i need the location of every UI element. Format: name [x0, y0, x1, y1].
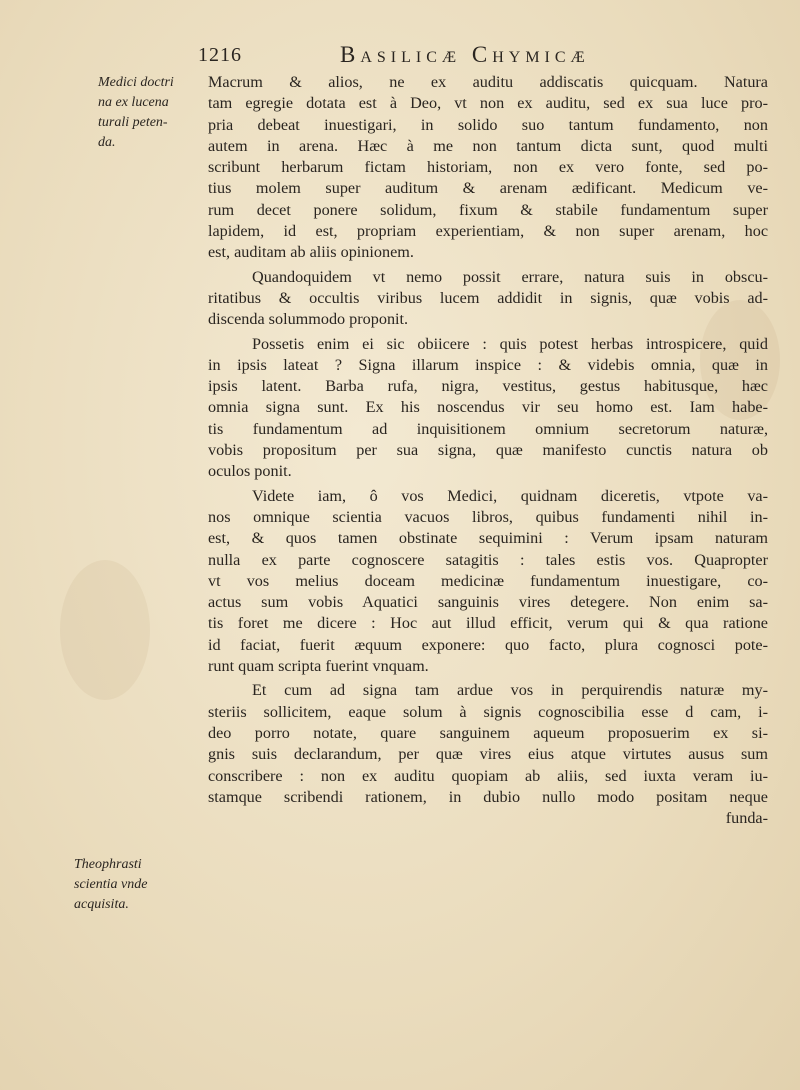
text-line: nulla ex parte cognoscere satagitis : tales estis vos. Quapropter — [208, 550, 768, 569]
text-line: est, & quos tamen obstinate sequimini : Verum ipsam naturam — [208, 529, 768, 548]
marginal-line: na ex lucena — [98, 95, 169, 110]
text-line: autem in arena. Hæc à me non tantum dicta sunt, quod multi — [208, 136, 768, 155]
paragraph — [208, 334, 768, 483]
paragraph — [208, 267, 768, 331]
catchword: funda- — [725, 809, 768, 828]
text-line: tam egregie dotata est à Deo, vt non ex auditu, sed ex sua luce pro- — [208, 94, 768, 113]
marginal-line: acquisita. — [74, 897, 129, 912]
text-line: Quandoquidem vt nemo possit errare, natura suis in obscu- — [252, 267, 768, 286]
marginal-note-top — [98, 73, 208, 153]
running-head: Basilicæ Chymicæ — [340, 42, 590, 67]
text-line: Macrum & alios, ne ex auditu addiscatis quicquam. Natura — [208, 73, 768, 91]
text-line: Videte iam, ô vos Medici, quidnam diceretis, vtpote va- — [252, 486, 768, 505]
text-line: actus sum vobis Aquatici sanguinis vires detegere. Non enim sa- — [208, 593, 768, 612]
text-line: stamque scribendi rationem, in dubio nullo modo positam neque — [208, 787, 768, 806]
text-line: pria debeat inuestigari, in solido suo tantum fundamento, non — [208, 115, 768, 134]
marginal-line: turali peten- — [98, 115, 168, 130]
text-line: lapidem, id est, propriam experientiam, & non super arenam, hoc — [208, 222, 768, 241]
text-line: deo porro notate, quare sanguinem aqueum proposuerim ex si- — [208, 723, 768, 742]
text-line: runt quam scripta fuerint vnquam. — [208, 657, 429, 676]
paragraph — [208, 72, 768, 264]
text-line: est, auditam ab aliis opinionem. — [208, 243, 414, 262]
text-line: rum decet ponere solidum, fixum & stabile fundamentum super — [208, 200, 768, 219]
text-line: steriis sollicitem, eaque solum à signis cognoscibilia esse d cam, i- — [208, 702, 768, 721]
page-number: 1216 — [198, 44, 242, 66]
text-line: in ipsis lateat ? Signa illarum inspice : & videbis omnia, quæ in — [208, 355, 768, 374]
text-line: omnia signa sunt. Ex his noscendus vir seu homo est. Iam habe- — [208, 398, 768, 417]
marginal-line: Medici doctri — [98, 75, 174, 90]
paragraph — [208, 680, 768, 829]
marginal-line: Theophrasti — [74, 857, 142, 872]
text-line: id faciat, fuerit æquum exponere: quo facto, plura cognosci pote- — [208, 635, 768, 654]
marginal-note-bottom — [74, 855, 204, 915]
text-line: Possetis enim ei sic obiicere : quis potest herbas introspicere, quid — [252, 334, 768, 353]
text-line: tis foret me dicere : Hoc aut illud efficit, verum qui & qua ratione — [208, 614, 768, 633]
text-line: tius molem super auditum & arenam ædificant. Medicum ve- — [208, 179, 768, 198]
paper-stain — [60, 560, 150, 700]
text-line: oculos ponit. — [208, 462, 292, 481]
paragraph — [208, 486, 768, 678]
text-line: vt vos melius doceam medicinæ fundamentum inuestigare, co- — [208, 571, 768, 590]
body-text — [208, 72, 768, 829]
text-line: discenda solummodo proponit. — [208, 310, 409, 329]
text-line: ipsis latent. Barba rufa, nigra, vestitus, gestus habitusque, hæc — [208, 377, 768, 396]
text-line: Et cum ad signa tam ardue vos in perquirendis naturæ my- — [252, 681, 768, 700]
marginal-line: scientia vnde — [74, 877, 148, 892]
marginal-line: da. — [98, 135, 116, 150]
text-line: gnis suis declarandum, per quæ vires eius atque virtutes ausus sum — [208, 745, 768, 764]
page-header — [0, 44, 800, 74]
text-line: ritatibus & occultis viribus lucem addidit in signis, quæ vobis ad- — [208, 288, 768, 307]
text-line: vobis propositum per sua signa, quæ manifesto cunctis natura ob — [208, 441, 768, 460]
text-line: conscribere : non ex auditu quopiam ab aliis, sed iuxta veram iu- — [208, 766, 768, 785]
text-line: tis fundamentum ad inquisitionem omnium secretorum naturæ, — [208, 419, 768, 438]
text-line: nos omnique scientia vacuos libros, quibus fundamenti nihil in- — [208, 507, 768, 526]
text-line: scribunt herbarum fictam historiam, non ex vero fonte, sed po- — [208, 158, 768, 177]
